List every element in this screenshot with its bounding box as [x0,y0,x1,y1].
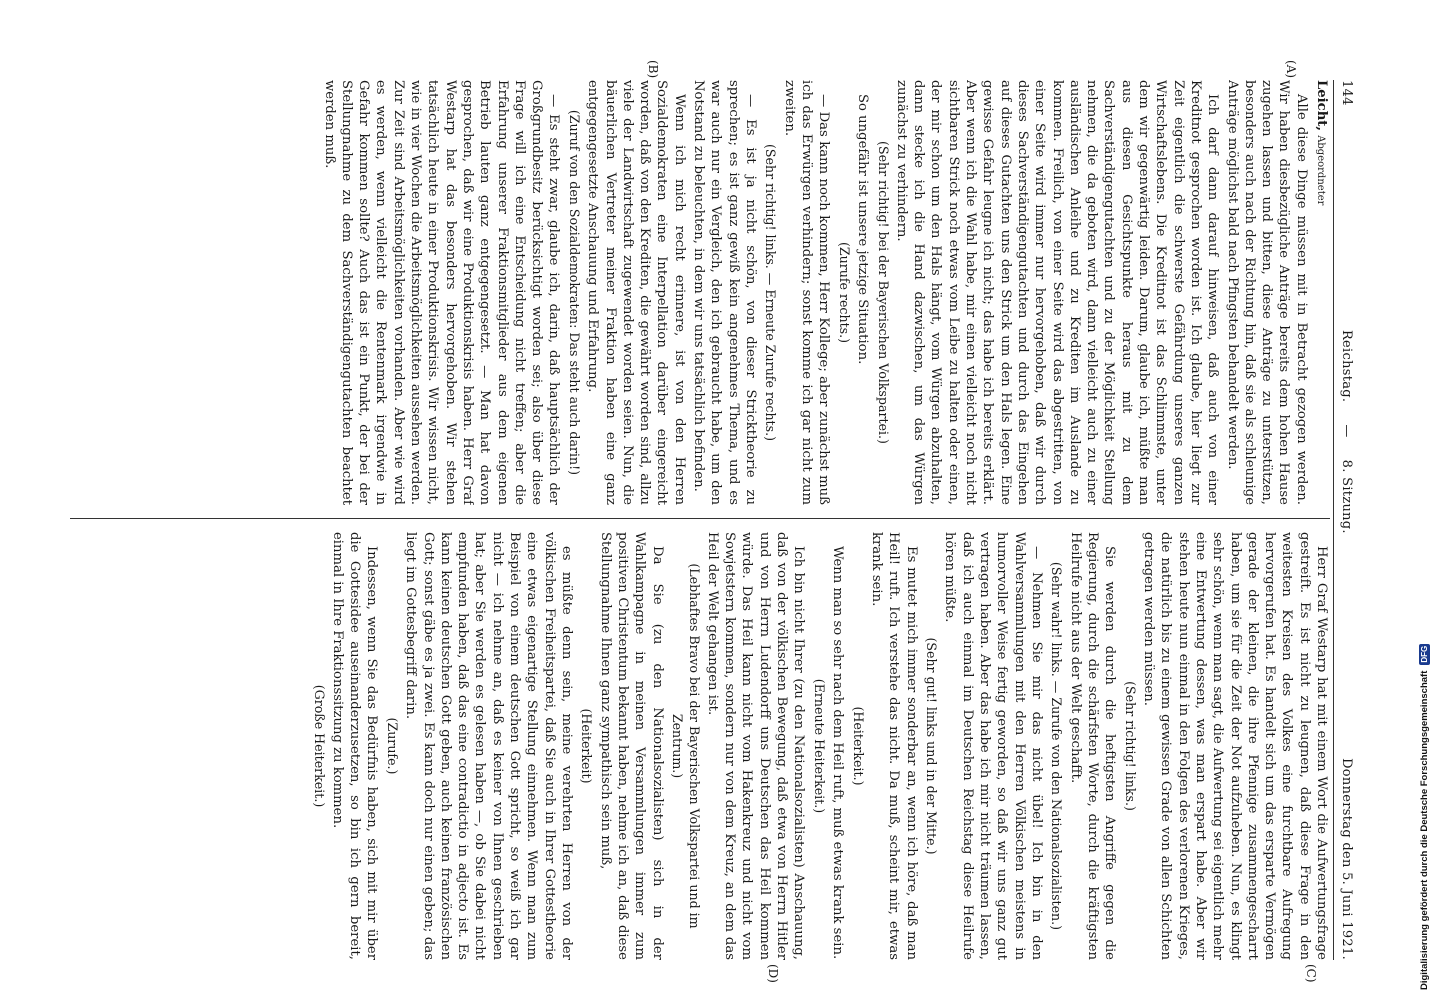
dfg-logo: DFG [1419,645,1429,663]
interjection: (Sehr richtig! links.) [1122,681,1138,811]
interjection: (Große Heiterkeit.) [311,684,327,808]
chamber-name: Reichstag. [1339,329,1355,403]
interjection: (Zurufe.) [384,717,400,775]
interjection: (Sehr richtig! bei der Bayerischen Volkspartei.) [875,141,891,444]
session-date: Donnerstag den 5. Juni 1921. [1339,758,1355,960]
paragraph: Ich darf dann darauf hinweisen, daß auch von einer Kreditnot gesprochen worden ist. Ich glaube, hier liegt zur Zeit eigentlich die schwerste Gefährdung unseres ganzen Wirtschaftslebens. Die Kreditnot ist das Schlimmste, unter dem wir gegenwärtig leiden. Darum, glaube ich, müßte man aus diesen Gesichtspunkte heraus mit zu dem Sachverständigengutachten und zu der Möglichkeit Stellung nehmen, die da geboten wird, dann vielleicht auch zu einer ausländischen Anleihe und zu Krediten im Auslande zu kommen. Freilich, von einer Seite wird das abgestritten, von einer Seite wird immer nur hervorgehoben, daß wir durch dieses Sachverständigengutachten und durch das Eingehen auf dieses Gutachten uns den Strick um den Hals legen. Eine gewisse Gefahr leugne ich nicht; das habe ich bereits erklärt. Aber wenn ich die Wahl habe, mir einen vielleicht noch nicht sichtbaren Strick noch etwas vom Leibe zu halten oder einen, der mir schon um den Hals hängt, vom Würgen abzuhalten, dann stecke ich die Hand dazwischen, um das Würgen zunächst zu verhindern. [893,80,1221,505]
paragraph: So ungefähr ist unsere jetzige Situation. [855,94,871,365]
scanned-page [50,60,1360,983]
paragraph: es müßte denn sein, meine verehrten Herren von der völkischen Freiheitspartei, daß Sie auch in Ihrer Gottestheorie eine etwas eigenartige Stellung einnehmen. Wenn man zum Beispiel von einem deutschen Gott spricht, so weiß ich gar nicht — ich nehme an, daß es keiner von Ihnen geschrieben hat; aber Sie werden es gelesen haben —, ob Sie dabei nicht empfunden haben, daß das eine contradictio in adjecto ist. Es kann keinen deutschen Gott geben, auch keinen französischen Gott; sonst gäbe es ja zwei. Es kann doch nur einen geben; das liegt im Gottesbegriff darin. [403,532,574,960]
interjection: (Zurufe rechts.) [836,241,852,344]
interjection: (Sehr gut! links und in der Mitte.) [924,637,940,855]
interjection: (Sehr richtig! links. — Erneute Zurufe rechts.) [763,143,779,441]
paragraph: Indessen, wenn Sie das Bedürfnis haben, sich mit mir über die Gottesidee auseinanderzusetzen, so bin ich gern bereit, einmal in Ihre Fraktionssitzung zu kommen. [329,532,380,960]
paragraph: — Es ist ja nicht schön, von dieser Stricktheorie zu sprechen; es ist ganz gewiß kein angenehmes Thema, und es war auch nur ein Vergleich, den ich gebraucht habe, um den Notstand zu beleuchten, in dem wir uns tatsächlich befinden. [691,80,758,505]
interjection: (Heiterkeit.) [850,706,866,786]
paragraph: — Das kann noch kommen, Herr Kollege; aber zunächst muß ich das Erwürgen verhindern; sonst komme ich gar nicht zum zweiten. [781,80,832,505]
speaker-line [1312,80,1330,505]
paragraph: Ich bin nicht Ihrer (zu den Nationalsozialisten) Anschauung, daß von der völkischen Bewegung, daß etwa von Herrn Hitler und von Herrn Ludendorff uns Deutschen das Heil kommen würde. Das Heil kann nicht vom Hakenkreuz und nicht vom Sowjetstern kommen, sondern nur von dem Kreuz, an dem das Heil der Welt gehangen ist. [704,532,807,960]
interjection: (Sehr wahr! links. — Zurufe von den Nationalsozialisten.) [1049,561,1065,931]
margin-marker-c: (C) [1304,964,1318,983]
interjection: (Lebhaftes Bravo bei der Bayerischen Volkspartei und im Zentrum.) [670,563,702,929]
header-dash: — [1339,424,1355,438]
paragraph: Da Sie (zu den Nationalsozialisten) sich in der Wahlkampagne in meinen Versammlungen immer zum positiven Christentum bekannt haben, nehme ich an, daß diese Stellungnahme Ihnen ganz sympathisch sein muß, [597,532,665,960]
paragraph: Wenn ich mich recht erinnere, ist von den Herren Sozialdemokraten eine Interpellation darüber eingereicht worden, daß von den Krediten, die gewährt worden sind, allzu viele der Landwirtschaft zugewendet worden seien. Nun, die bäuerlichen Vertreter meiner Fraktion haben eine ganz entgegengesetzte Anschauung und Erfahrung. [585,80,687,505]
paragraph: — Nehmen Sie mir das nicht übel! Ich bin in den Wahlversammlungen mit den Herren Völkischen meistens in humorvoller Weise fertig geworden, so daß wir uns ganz gut vertragen haben. Aber das habe ich mir nicht träumen lassen, daß ich auch einmal im Deutschen Reichstag diese Heilrufe hören müßte. [942,532,1044,960]
margin-marker-d: (D) [766,964,780,983]
column-divider [70,518,1330,519]
funding-text: Digitalisierung gefördert durch die Deutsche Forschungsgemeinschaft [1418,670,1430,990]
margin-marker-a: (A) [1284,60,1298,79]
right-column [70,532,1330,960]
funding-notice [1416,0,1432,990]
paragraph: Es mutet mich immer sonderbar an, wenn ich höre, daß man Heil! ruft. Ich verstehe das nicht. Da muß, scheint mir, etwas krank sein. [868,532,919,960]
session-label: 8. Sitzung. [1339,459,1355,534]
speaker-name: Leicht, [1314,80,1329,131]
interjection: (Erneute Heiterkeit.) [811,678,827,814]
paragraph: Alle diese Dinge müssen mit in Betracht gezogen werden. Wir haben diesbezügliche Anträge bereits dem hohen Hause zugehen lassen und bitten, diese Anträge zu unterstützen, besonders auch nach der Richtung hin, daß sie als schleunige Anträge möglichst bald nach Pfingsten behandelt werden. [1224,80,1309,505]
paragraph: Herr Graf Westarp hat mit einem Wort die Aufwertungsfrage gestreift. Es ist nicht zu leugnen, daß diese Frage in den weitesten Kreisen des Volkes eine furchtbare Aufregung hervorgerufen hat. Es handelt sich um das ersparte Vermögen gerade der kleinen, die ihre Pfennige zusammengescharrt haben, um sie für die Zeit der Not aufzuheben. Nun, es klingt sehr schön, wenn man sagt, die Aufwertung sei eigentlich mehr eine Entwertung dessen, was man erspart habe. Aber wir stehen heute nun einmal in den Folgen des verlorenen Krieges, die natürlich bis zu einem gewissen Grade von allen Schichten getragen werden müssen. [1141,532,1329,960]
page-header [1334,80,1360,960]
page-number: 144 [1339,80,1355,106]
paragraph: Sie werden durch die heftigsten Angriffe gegen die Regierung, durch die schärfsten Worte, durch die kräftigsten Heilrufe nicht aus der Welt geschafft. [1067,532,1118,960]
paragraph: Wenn man so sehr nach dem Heil ruft, muß etwas krank sein. [830,546,846,960]
speaker-role: Abgeordneter [1315,135,1326,206]
margin-marker-b: (B) [646,60,660,79]
interjection: (Heiterkeit) [579,708,595,784]
left-column [70,80,1330,505]
interjection: (Zuruf von den Sozialdemokraten: Das steht auch darin!) [566,109,582,476]
header-center [1340,330,1355,534]
paragraph: — Es steht zwar, glaube ich, darin, daß hauptsächlich der Großgrundbesitz berücksichtigt worden sei; also über diese Frage will ich eine Entscheidung nicht treffen; aber die Erfahrung unserer Fraktionsmitglieder aus dem eigenen Betrieb lauten ganz entgegengesetzt. — Man hat davon gesprochen, daß wir eine Produktionskrisis haben. Herr Graf Westarp hat das besonders hervorgehoben. Wir stehen tatsächlich heute in einer Produktionskrisis. Wir wissen nicht, wie in vier Wochen die Arbeitsmöglichkeiten aussehen werden. Zur Zeit sind Arbeitsmöglichkeiten vorhanden. Aber wie wird es werden, wenn vielleicht die Rentenmark irgendwie in Gefahr kommen sollte? Auch das ist ein Punkt, der bei der Stellungnahme zu dem Sachverständigengutachten beachtet werden muß. [321,80,562,505]
header-rule [1333,80,1334,960]
rotated-page-content [50,60,1360,983]
